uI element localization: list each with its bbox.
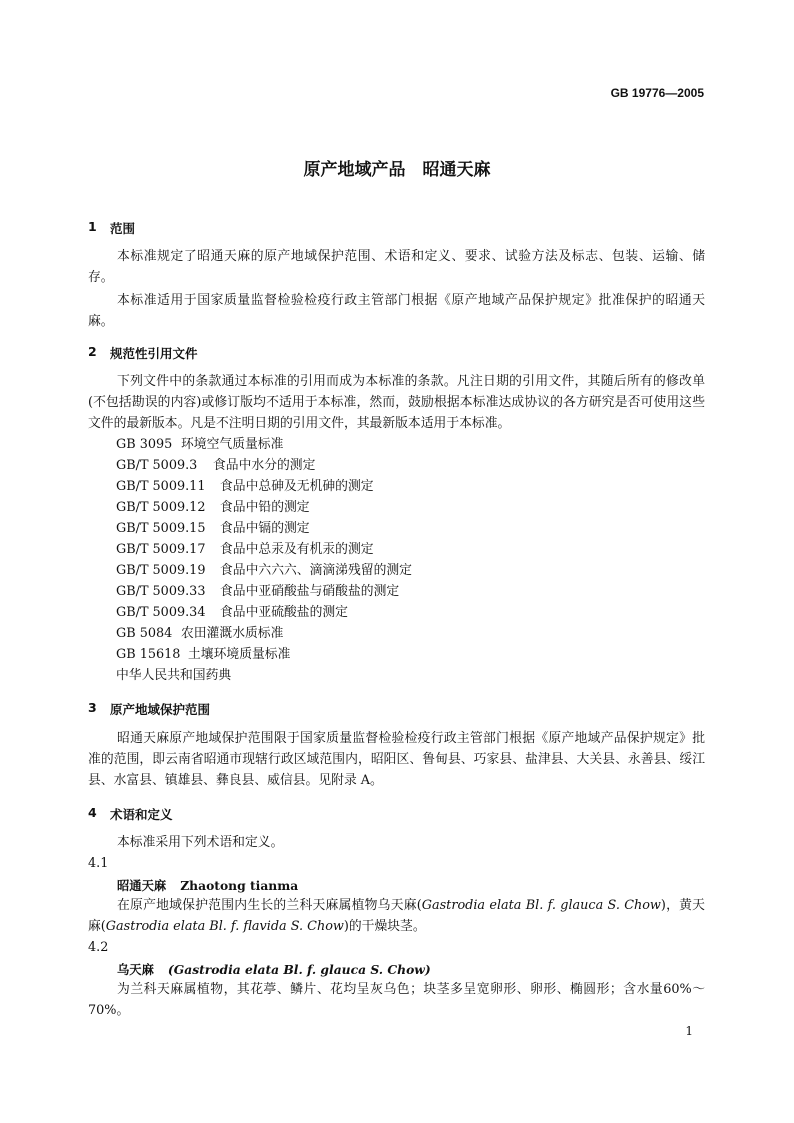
reference-code: GB 3095 [116, 437, 173, 452]
reference-name: 食品中总汞及有机汞的测定 [220, 542, 374, 557]
reference-code: GB/T 5009.33 [116, 584, 206, 599]
section-2-heading: 规范性引用文件 [110, 346, 198, 361]
term-number: 4.1 [88, 856, 109, 871]
reference-name: 食品中亚硝酸盐与硝酸盐的测定 [220, 584, 400, 599]
reference-code: GB/T 5009.17 [116, 542, 206, 557]
reference-name: 食品中铅的测定 [220, 500, 310, 515]
section-1-heading: 范围 [110, 221, 136, 236]
latin-name: Gastrodia elata Bl. f. flavida S. Chow [105, 919, 344, 934]
reference-code: GB 5084 [116, 626, 173, 641]
latin-name: Gastrodia elata Bl. f. glauca S. Chow [421, 898, 661, 913]
term-zh: 昭通天麻 [117, 879, 167, 893]
term-en: (Gastrodia elata Bl. f. glauca S. Chow) [167, 962, 431, 977]
reference-name: 农田灌溉水质标准 [181, 626, 284, 641]
section-4-intro: 本标准采用下列术语和定义。 [117, 835, 284, 850]
reference-name: 食品中镉的测定 [220, 521, 310, 536]
reference-name: 环境空气质量标准 [181, 437, 284, 452]
reference-name: 食品中亚硫酸盐的测定 [220, 605, 348, 620]
term-heading [117, 876, 298, 894]
definition-text: )的干燥块茎。 [343, 919, 426, 934]
section-3-heading: 原产地域保护范围 [110, 702, 211, 717]
page-title: 原产地域产品 昭通天麻 [303, 160, 491, 180]
term-heading [117, 960, 431, 978]
reference-name: 食品中水分的测定 [213, 458, 316, 473]
section-4-number: 4 [88, 805, 97, 820]
term-definition [88, 895, 705, 937]
reference-code: GB/T 5009.15 [116, 521, 206, 536]
term-definition: 为兰科天麻属植物，其花葶、鳞片、花均呈灰乌色；块茎多呈宽卵形、卵形、椭圆形；含水量60%～70%。 [88, 982, 705, 1018]
reference-code: GB/T 5009.19 [116, 563, 206, 578]
section-4-heading: 术语和定义 [110, 807, 173, 822]
term-zh: 乌天麻 [117, 963, 154, 977]
section-3-paragraph-1: 昭通天麻原产地域保护范围限于国家质量监督检验检疫行政主管部门根据《原产地域产品保护规定》批准的范围，即云南省昭通市现辖行政区域范围内，昭阳区、鲁甸县、巧家县、盐津县、大关县、永善县、绥江县、水富县、镇雄县、彝良县、威信县。见附录 A。 [88, 731, 705, 788]
reference-code: GB/T 5009.3 [116, 458, 198, 473]
term-number: 4.2 [88, 940, 109, 955]
section-1-number: 1 [88, 219, 97, 234]
reference-name: 土壤环境质量标准 [188, 647, 291, 662]
reference-code: GB 15618 [116, 647, 181, 662]
term-en: Zhaotong tianma [180, 878, 299, 893]
section-1-paragraph-1: 本标准规定了昭通天麻的原产地域保护范围、术语和定义、要求、试验方法及标志、包装、运输、储存。 [88, 249, 705, 285]
reference-name: 食品中六六六、滴滴涕残留的测定 [220, 563, 412, 578]
section-2-paragraph-1: 下列文件中的条款通过本标准的引用而成为本标准的条款。凡注日期的引用文件，其随后所有的修改单(不包括勘误的内容)或修订版均不适用于本标准，然而，鼓励根据本标准达成协议的各方研究是否可使用这些文件的最新版本。凡是不注明日期的引用文件，其最新版本适用于本标准。 [88, 374, 705, 431]
reference-name: 食品中总砷及无机砷的测定 [220, 479, 374, 494]
page-number: 1 [685, 1024, 693, 1038]
section-3-number: 3 [88, 700, 97, 715]
reference-code: GB/T 5009.12 [116, 500, 206, 515]
section-1-paragraph-2: 本标准适用于国家质量监督检验检疫行政主管部门根据《原产地域产品保护规定》批准保护的昭通天麻。 [88, 293, 705, 329]
reference-code: 中华人民共和国药典 [116, 668, 232, 683]
definition-text: 在原产地域保护范围内生长的兰科天麻属植物乌天麻( [117, 898, 422, 913]
definition-text: )，黄天麻( [88, 898, 705, 934]
reference-code: GB/T 5009.11 [116, 479, 206, 494]
standard-number: GB 19776—2005 [610, 86, 704, 100]
reference-code: GB/T 5009.34 [116, 605, 206, 620]
section-2-number: 2 [88, 344, 97, 359]
